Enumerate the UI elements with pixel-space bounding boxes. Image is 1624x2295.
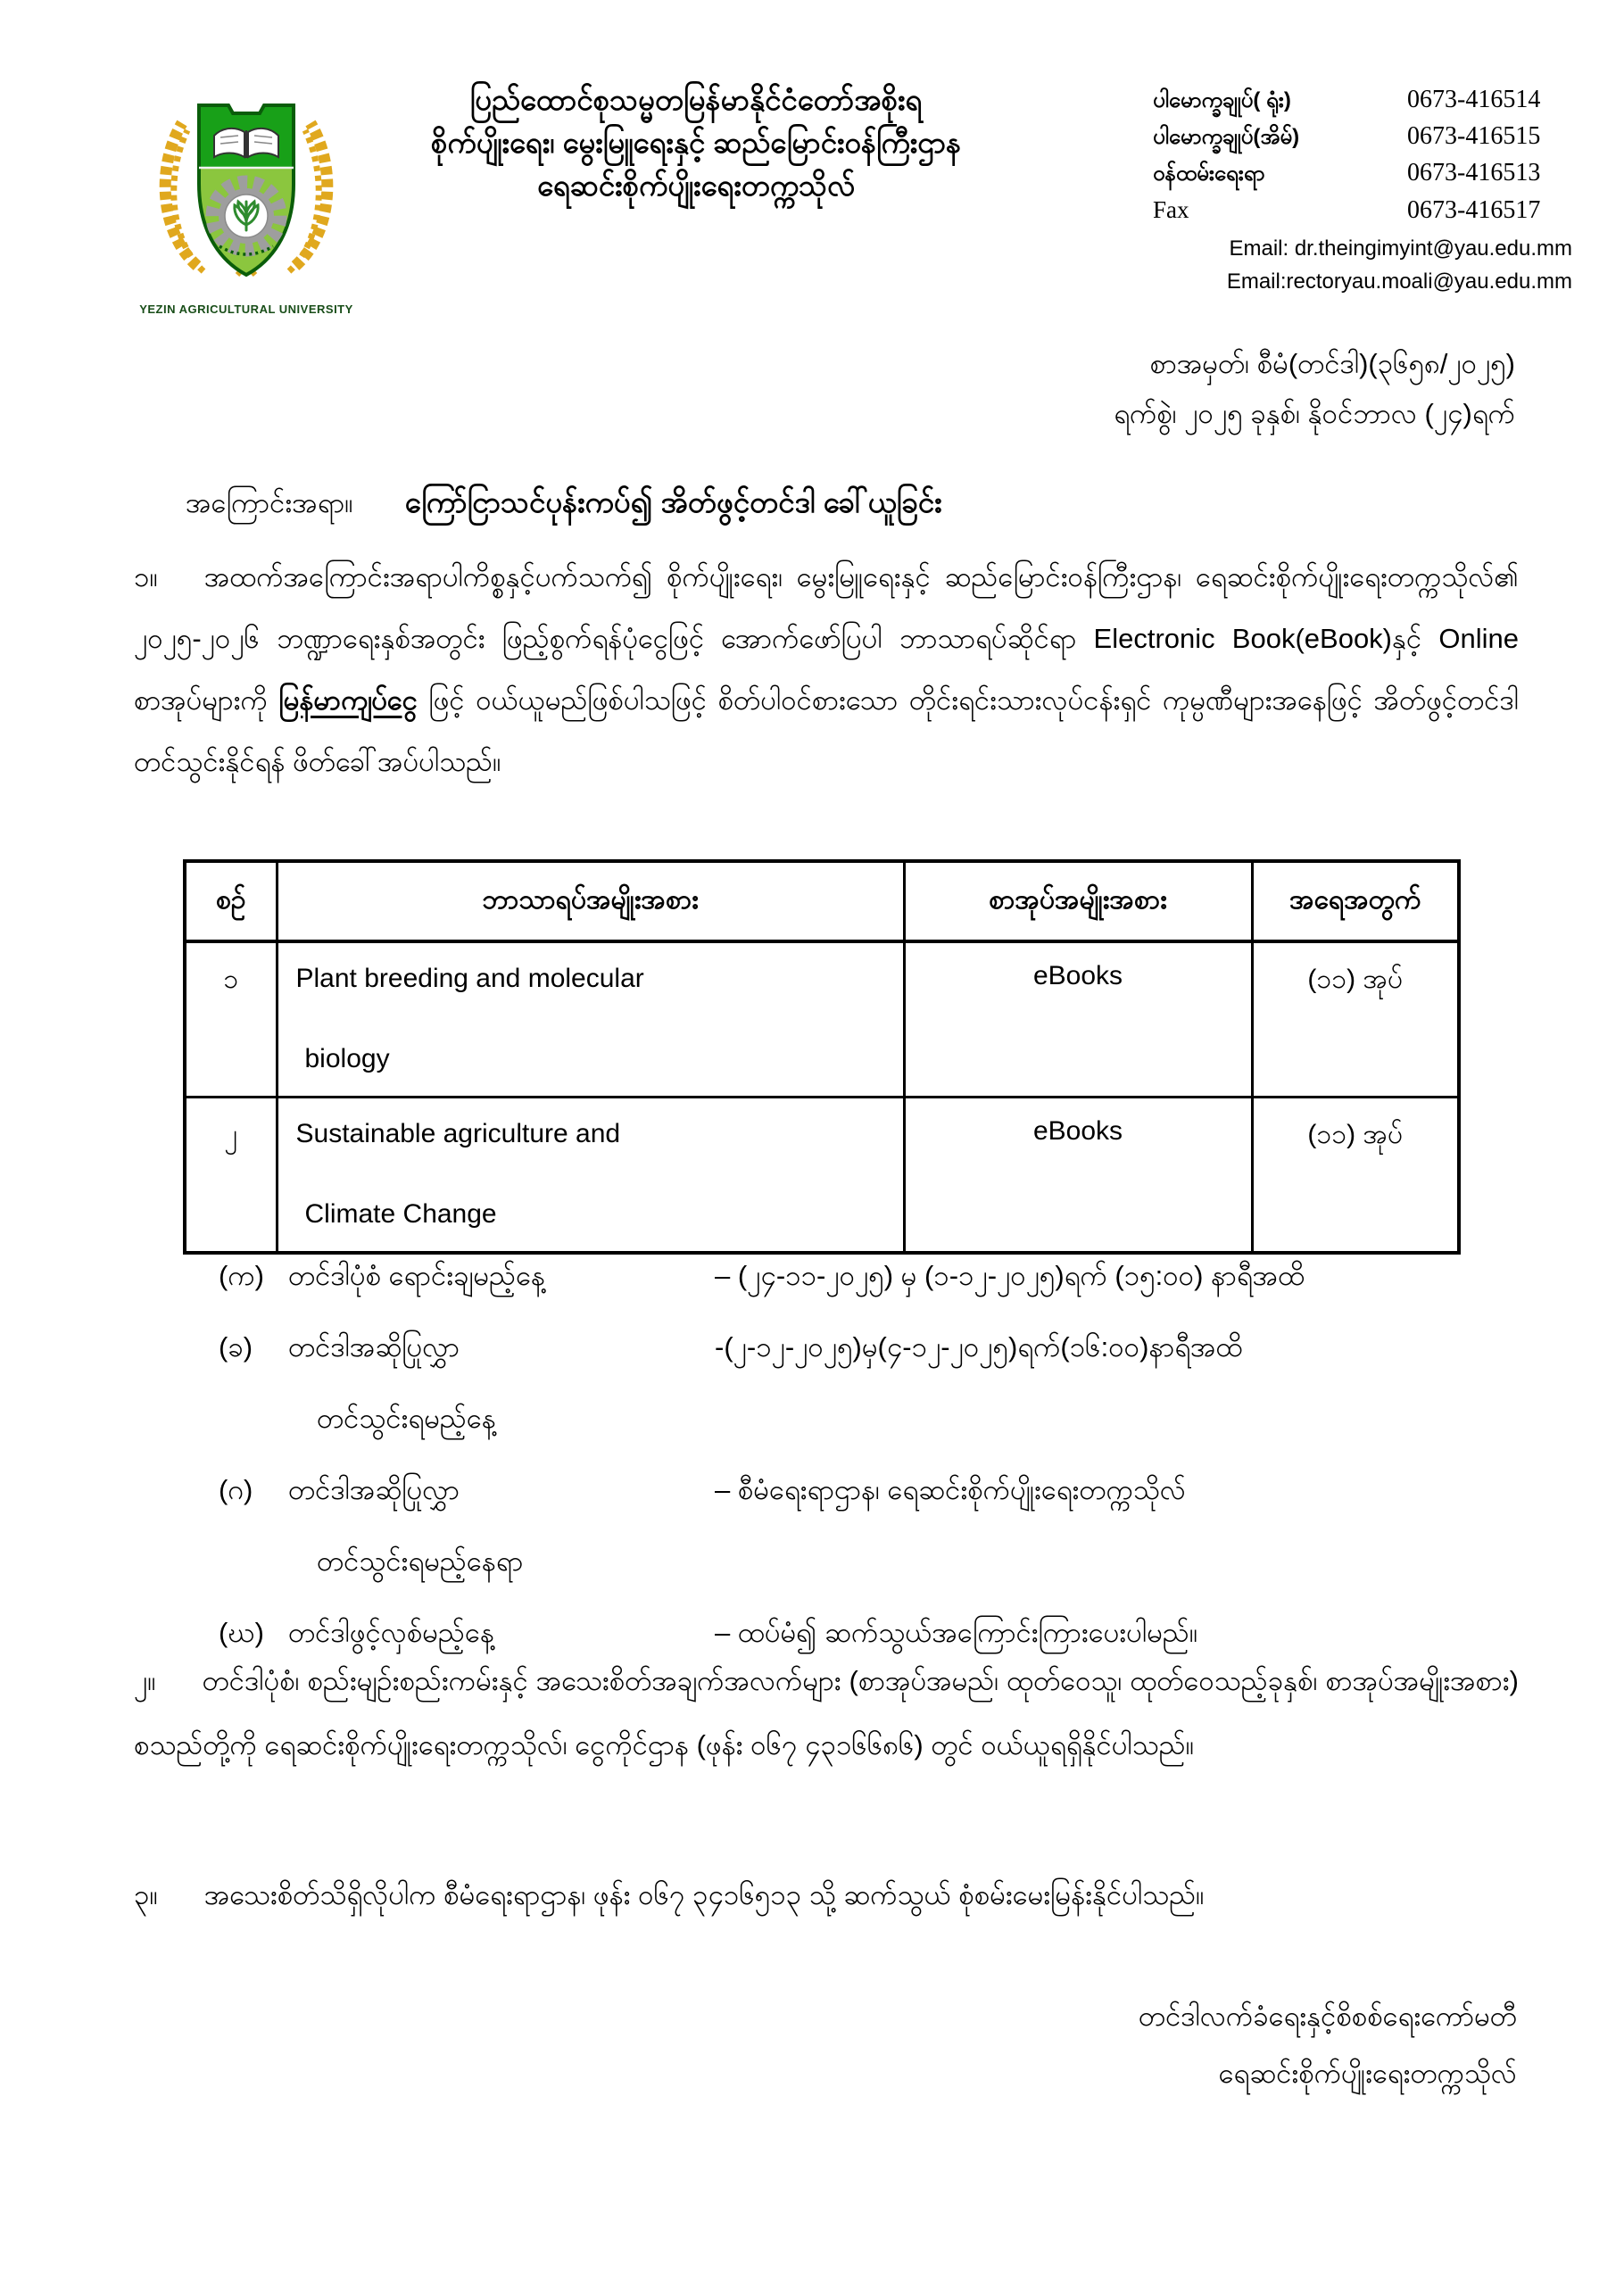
contact-row-fax xyxy=(1153,192,1572,228)
paragraph-number: ၃။ xyxy=(134,1879,158,1910)
item-key: (ခ) xyxy=(219,1331,253,1363)
signature-university: ရေဆင်းစိုက်ပျိုးရေးတက္ကသိုလ် xyxy=(1218,2058,1517,2089)
signature-block xyxy=(1139,1988,1517,2102)
subject-line-2: biology xyxy=(304,1044,390,1073)
cell-book-type: eBooks xyxy=(904,941,1252,1098)
paragraph-text: အထက်အကြောင်းအရာပါကိစ္စနှင့်ပက်သက်၍ စိုက်ပျိုးရေး၊ မွေးမြူရေးနှင့် ဆည်မြောင်းဝန်ကြီးဌာန၊ ရေဆင်းစိုက်ပျိုးရေးတက္ကသိုလ်၏ ၂၀၂၅-၂၀၂၆ ဘဏ္ဍာရေးနှစ်အတွင်း ဖြည့်စွက်ရန်ပုံငွေဖြင့် အောက်ဖော်ပြပါ ဘာသာရပ်ဆိုင်ရာ Electronic Book(eBook)နှင့် Online စာအုပ်များကို xyxy=(134,561,1519,716)
cell-book-type: eBooks xyxy=(904,1098,1252,1254)
item-label xyxy=(288,1454,715,1597)
contact-row-rector-home xyxy=(1153,119,1572,155)
university-name-caption: YEZIN AGRICULTURAL UNIVERSITY xyxy=(139,302,353,316)
schedule-item-kha xyxy=(219,1312,1521,1454)
letter-number: စာအမှတ်၊ စီမံ(တင်ဒါ)(၃၆၅၈/၂၀၂၅) xyxy=(1149,348,1515,379)
item-key: (ဂ) xyxy=(219,1474,253,1505)
item-label xyxy=(288,1312,715,1454)
item-label-line: တင်သွင်းရမည့်နေရာ xyxy=(317,1545,524,1577)
paragraph-text: တင်ဒါပုံစံ၊ စည်းမျဉ်းစည်းကမ်းနှင့် အသေးစိတ်အချက်အလက်များ (စာအုပ်အမည်၊ ထုတ်ဝေသူ၊ ထုတ်ဝေသည့်ခုနှစ်၊ စာအုပ်အမျိုးအစား) စသည်တို့ကို ရေဆင်းစိုက်ပျိုးရေးတက္ကသိုလ်၊ ငွေကိုင်ဌာန (ဖုန်း ၀၆၇ ၄၃၁၆၆၈၆) တွင် ဝယ်ယူရရှိနိုင်ပါသည်။ xyxy=(134,1665,1519,1761)
paragraph-3 xyxy=(134,1863,1519,1927)
tender-schedule-list xyxy=(219,1240,1521,1669)
letterhead-title xyxy=(303,79,1089,207)
item-value: – (၂၄-၁၁-၂၀၂၅) မှ (၁-၁၂-၂၀၂၅)ရက် (၁၅:၀၀) နာရီအထိ xyxy=(715,1260,1305,1291)
schedule-item-ga xyxy=(219,1454,1521,1597)
table-header-row xyxy=(185,861,1459,941)
contact-block xyxy=(1153,82,1572,298)
underlined-kyat-text: မြန်မာကျပ်ငွေ xyxy=(278,684,418,716)
contact-phone: 0673-416517 xyxy=(1407,196,1541,224)
item-key: (က) xyxy=(219,1260,264,1291)
contact-label: ဝန်ထမ်းရေးရာ xyxy=(1153,162,1265,186)
header-quantity: အရေအတွက် xyxy=(1252,861,1459,941)
item-key: (ဃ) xyxy=(219,1617,264,1648)
subject-text: ကြော်ငြာသင်ပုန်းကပ်၍ အိတ်ဖွင့်တင်ဒါ ခေါ်ယူခြင်း xyxy=(404,485,942,518)
reference-block xyxy=(1114,339,1515,439)
table-row xyxy=(185,1098,1459,1254)
table-row xyxy=(185,941,1459,1098)
letter-date: ရက်စွဲ၊ ၂၀၂၅ ခုနှစ်၊ နိုဝင်ဘာလ (၂၄)ရက် xyxy=(1114,398,1515,429)
cell-no: ၁ xyxy=(185,941,277,1098)
subject-label: အကြောင်းအရာ။ xyxy=(186,487,353,518)
paragraph-number: ၁။ xyxy=(134,561,158,592)
item-value: – ထပ်မံ၍ ဆက်သွယ်အကြောင်းကြားပေးပါမည်။ xyxy=(715,1617,1198,1648)
contact-label: ပါမောက္ခချုပ်(အိမ်) xyxy=(1153,125,1300,149)
subject-line-1: Plant breeding and molecular xyxy=(295,964,644,993)
ministry-title-line: စိုက်ပျိုးရေး၊ မွေးမြူရေးနှင့် ဆည်မြောင်းဝန်ကြီးဌာန xyxy=(430,126,962,159)
header-no: စဉ် xyxy=(185,861,277,941)
signature-committee: တင်ဒါလက်ခံရေးနှင့်စိစစ်ရေးကော်မတီ xyxy=(1138,2001,1517,2032)
paragraph-2 xyxy=(134,1649,1519,1777)
contact-label: Fax xyxy=(1153,196,1189,223)
item-label-line: တင်ဒါအဆိုပြုလွှာ xyxy=(288,1331,460,1363)
header-book-type: စာအုပ်အမျိုးအစား xyxy=(904,861,1252,941)
cell-quantity: (၁၁) အုပ် xyxy=(1252,1098,1459,1254)
paragraph-1 xyxy=(134,546,1519,792)
email-line: Email: dr.theingimyint@yau.edu.mm xyxy=(1229,236,1572,261)
contact-emails xyxy=(1153,232,1572,298)
paragraph-text: ဖြင့် ဝယ်ယူမည်ဖြစ်ပါသဖြင့် စိတ်ပါဝင်စားသော တိုင်းရင်းသားလုပ်ငန်းရှင် ကုမ္ပဏီများအနေဖြင့် အိတ်ဖွင့်တင်ဒါ တင်သွင်းနိုင်ရန် ဖိတ်ခေါ်အပ်ပါသည်။ xyxy=(134,684,1520,777)
contact-phone: 0673-416514 xyxy=(1407,86,1541,113)
cell-subject xyxy=(277,1098,904,1254)
item-value: – စီမံရေးရာဌာန၊ ရေဆင်းစိုက်ပျိုးရေးတက္ကသိုလ် xyxy=(715,1474,1186,1505)
cell-no: ၂ xyxy=(185,1098,277,1254)
item-label-line: တင်ဒါဖွင့်လှစ်မည့်နေ့ xyxy=(288,1617,494,1648)
subject-line-2: Climate Change xyxy=(304,1199,497,1229)
item-label-line: တင်ဒါပုံစံ ရောင်းချမည့်နေ့ xyxy=(288,1260,545,1291)
item-label-line: တင်သွင်းရမည့်နေ့ xyxy=(317,1403,496,1434)
subject-line xyxy=(186,484,941,527)
item-label xyxy=(288,1240,715,1312)
university-title-line: ရေဆင်းစိုက်ပျိုးရေးတက္ကသိုလ် xyxy=(537,169,855,202)
subject-line-1: Sustainable agriculture and xyxy=(295,1119,621,1148)
contact-label: ပါမောက္ခချုပ်( ရုံး) xyxy=(1153,88,1291,112)
government-title-line: ပြည်ထောင်စုသမ္မတမြန်မာနိုင်ငံတော်အစိုးရ xyxy=(469,83,923,116)
contact-row-staff-affairs xyxy=(1153,155,1572,192)
contact-phone: 0673-416513 xyxy=(1407,159,1541,186)
open-book-icon xyxy=(214,128,278,158)
cell-quantity: (၁၁) အုပ် xyxy=(1252,941,1459,1098)
header-subject-type: ဘာသာရပ်အမျိုးအစား xyxy=(277,861,904,941)
schedule-item-ka xyxy=(219,1240,1521,1312)
contact-phone: 0673-416515 xyxy=(1407,122,1541,150)
contact-row-rector-office xyxy=(1153,82,1572,119)
email-line: Email:rectoryau.moali@yau.edu.mm xyxy=(1226,269,1572,294)
paragraph-number: ၂။ xyxy=(134,1665,156,1696)
cell-subject xyxy=(277,941,904,1098)
tender-items-table xyxy=(183,859,1461,1255)
item-label-line: တင်ဒါအဆိုပြုလွှာ xyxy=(288,1474,460,1505)
item-value: -(၂-၁၂-၂၀၂၅)မှ(၄-၁၂-၂၀၂၅)ရက်(၁၆:၀၀)နာရီအထိ xyxy=(715,1331,1243,1363)
paragraph-text: အသေးစိတ်သိရှိလိုပါက စီမံရေးရာဌာန၊ ဖုန်း ၀၆၇ ၃၄၁၆၅၁၃ သို့ ဆက်သွယ် စုံစမ်းမေးမြန်းနိုင်ပါသည်။ xyxy=(203,1879,1205,1910)
